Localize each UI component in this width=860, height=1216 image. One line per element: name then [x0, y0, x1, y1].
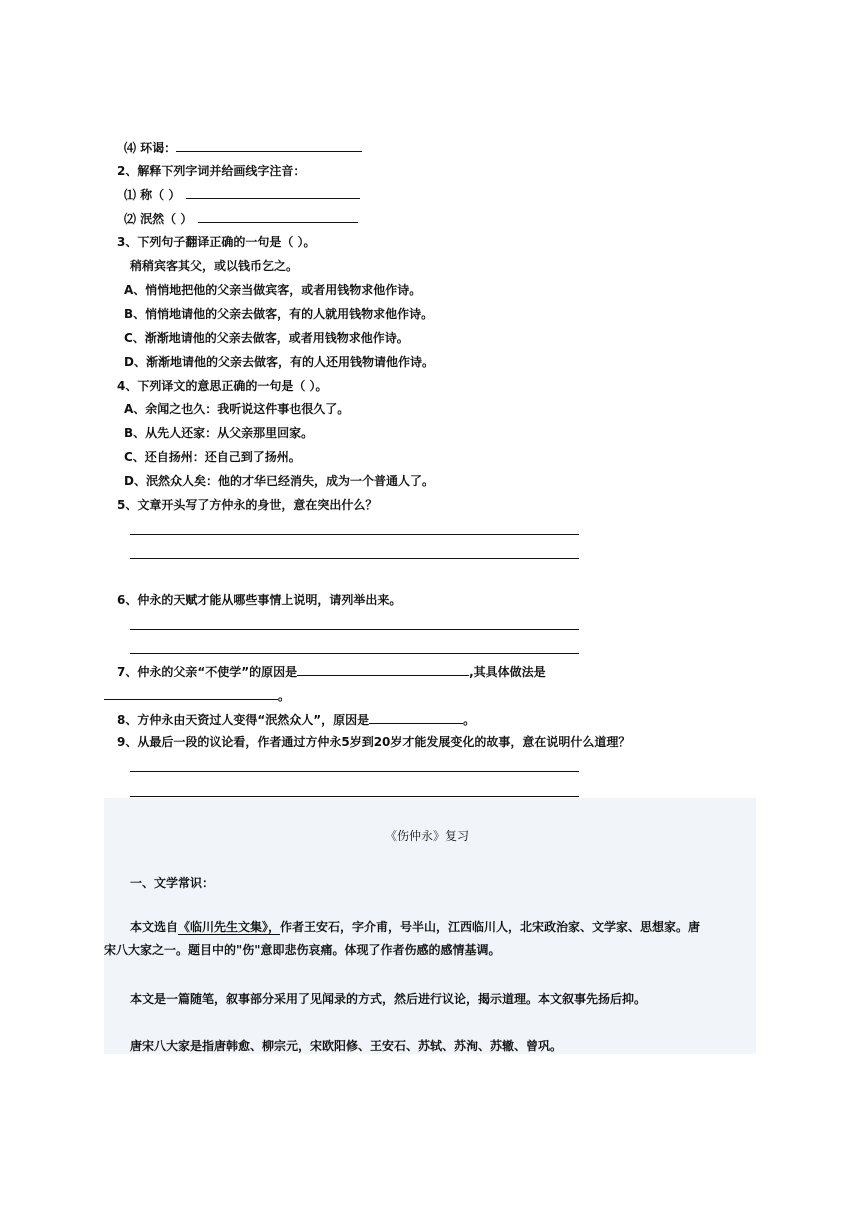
answer-blank[interactable] — [369, 711, 463, 724]
q8-line — [117, 711, 475, 728]
q4-option-b: B、从先人还家：从父亲那里回家。 — [124, 426, 314, 440]
answer-blank[interactable] — [104, 687, 278, 700]
q3-sentence: 稍稍宾客其父，或以钱币乞之。 — [130, 259, 299, 273]
q2-item1 — [124, 186, 360, 203]
q7-part2: ,其具体做法是 — [469, 665, 546, 679]
answer-line[interactable] — [130, 653, 579, 654]
review-section-heading: 一、文学常识： — [130, 876, 215, 890]
p1-book-title: 《临川先生文集》， — [178, 920, 281, 934]
q2-item1-label: ⑴ 称（ ） — [124, 188, 181, 202]
q3-option-a: A、悄悄地把他的父亲当做宾客，或者用钱物求他作诗。 — [124, 283, 422, 297]
q7-line1 — [117, 663, 546, 680]
q2-item2 — [124, 210, 358, 227]
q1-item4 — [124, 139, 362, 156]
q7-part1: 7、仲永的父亲“不使学”的原因是 — [117, 665, 298, 679]
q1-item4-label: ⑷ 环谒： — [124, 141, 177, 155]
q5-title: 5、文章开头写了方仲永的身世，意在突出什么？ — [117, 498, 378, 512]
q7-line2 — [104, 687, 290, 704]
q3-option-d: D、渐渐地请他的父亲去做客，有的人还用钱物请他作诗。 — [124, 355, 434, 369]
answer-line[interactable] — [130, 796, 579, 797]
review-paragraph-1 — [130, 919, 700, 935]
p1-rest: 作者王安石，字介甫，号半山，江西临川人，北宋政治家、文学家、思想家。唐 — [280, 920, 701, 934]
q8-part1: 8、方仲永由天资过人变得“泯然众人”，原因是 — [117, 713, 370, 727]
q8-end: 。 — [463, 713, 476, 727]
q2-item2-label: ⑵ 泯然（ ） — [124, 212, 193, 226]
answer-line[interactable] — [130, 558, 579, 559]
review-paragraph-1-cont: 宋八大家之一。题目中的"伤"意即悲伤哀痛。体现了作者伤感的感情基调。 — [104, 943, 501, 957]
review-paragraph-2: 本文是一篇随笔，叙事部分采用了见闻录的方式，然后进行议论，揭示道理。本文叙事先扬后抑。 — [130, 992, 647, 1006]
review-paragraph-3: 唐宋八大家是指唐韩愈、柳宗元，宋欧阳修、王安石、苏轼、苏洵、苏辙、曾巩。 — [130, 1039, 563, 1053]
q2-title: 2、解释下列字词并给画线字注音： — [117, 164, 306, 178]
answer-blank[interactable] — [176, 139, 362, 152]
q3-title: 3、下列句子翻译正确的一句是（ ）。 — [117, 235, 316, 249]
review-panel — [104, 798, 756, 1054]
review-title: 《伤仲永》复习 — [385, 829, 470, 843]
answer-line[interactable] — [130, 629, 579, 630]
answer-blank[interactable] — [186, 186, 360, 199]
q7-end: 。 — [278, 689, 291, 703]
q9-title: 9、从最后一段的议论看，作者通过方仲永5岁到20岁才能发展变化的故事，意在说明什么道理？ — [117, 735, 631, 749]
q3-option-c: C、渐渐地请他的父亲去做客，或者用钱物求他作诗。 — [124, 331, 409, 345]
answer-blank[interactable] — [198, 210, 358, 223]
q4-title: 4、下列译文的意思正确的一句是（ ）。 — [117, 379, 328, 393]
answer-line[interactable] — [130, 771, 579, 772]
p1-prefix: 本文选自 — [130, 920, 179, 934]
q4-option-a: A、余闻之也久：我听说这件事也很久了。 — [124, 402, 350, 416]
q3-option-b: B、悄悄地请他的父亲去做客，有的人就用钱物求他作诗。 — [124, 307, 434, 321]
q4-option-c: C、还自扬州：还自己到了扬州。 — [124, 450, 301, 464]
q6-title: 6、仲永的天赋才能从哪些事情上说明，请列举出来。 — [117, 593, 402, 607]
answer-line[interactable] — [130, 534, 579, 535]
answer-blank[interactable] — [297, 663, 469, 676]
q4-option-d: D、泯然众人矣：他的才华已经消失，成为一个普通人了。 — [124, 474, 434, 488]
